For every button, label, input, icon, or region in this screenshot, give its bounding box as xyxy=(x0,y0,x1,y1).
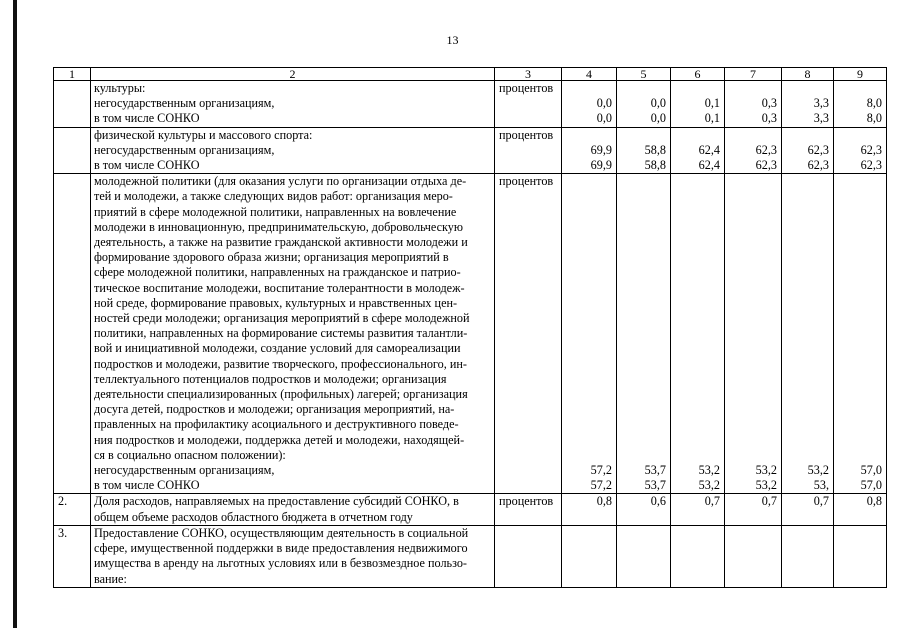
text-line: тическое воспитание молодежи, воспитание толерантности в молодеж- xyxy=(94,280,465,295)
value-cell: 62,4 62,4 xyxy=(671,127,725,174)
value-cell: 62,3 62,3 xyxy=(725,127,782,174)
header-row xyxy=(54,68,887,81)
text-line: тей и молодежи, а также следующих видов работ: организация меро- xyxy=(94,189,453,204)
text-line: Предоставление СОНКО, осуществляющим деятельность в социальной xyxy=(94,525,469,540)
value-line: 53,2 xyxy=(755,462,777,477)
text-line: в том числе СОНКО xyxy=(94,158,200,173)
value-cell xyxy=(725,525,782,587)
text-line: политики, направленных на формирование системы развития талантли- xyxy=(94,326,468,341)
row-description xyxy=(91,81,495,128)
row-unit xyxy=(495,525,562,587)
value-cell xyxy=(782,174,834,494)
value-cell xyxy=(562,174,617,494)
text-line: сфере молодежной политики, направленных на гражданское и патрио- xyxy=(94,265,461,280)
row-unit: процентов xyxy=(495,81,562,128)
value-line: 53,7 xyxy=(644,462,666,477)
value-cell xyxy=(834,525,887,587)
text-line: вание: xyxy=(94,571,127,586)
page-number: 13 xyxy=(446,33,459,47)
row-unit: процентов xyxy=(495,494,562,525)
text-line: негосударственным организациям, xyxy=(94,142,275,157)
value-cell: 0,1 0,1 xyxy=(671,81,725,128)
value-cell xyxy=(617,525,671,587)
text-line: вой и инициативной молодежи, создание условий для самореализации xyxy=(94,341,461,356)
row-number: 2. xyxy=(54,494,91,525)
value-line: 53,7 xyxy=(644,477,666,492)
value-cell: 0,7 xyxy=(782,494,834,525)
value-line: 57,0 xyxy=(860,477,882,492)
table-row-youth xyxy=(54,174,887,494)
value-line: 53,2 xyxy=(698,462,720,477)
value-cell: 0,3 0,3 xyxy=(725,81,782,128)
value-cell: 0,0 0,0 xyxy=(562,81,617,128)
row-number xyxy=(54,174,91,494)
text-line: деятельность, а также на развитие гражданской активности молодежи и xyxy=(94,235,468,250)
text-line: ния подростков и молодежи, поддержка детей и молодежи, находящей- xyxy=(94,432,465,447)
table-row-culture xyxy=(54,81,887,128)
text-line: деятельности специализированных (профильных) лагерей; организация xyxy=(94,387,468,402)
text-line: формирование здорового образа жизни; организация мероприятий в xyxy=(94,250,449,265)
row-number: 3. xyxy=(54,525,91,587)
row-description xyxy=(91,494,495,525)
table-row-2 xyxy=(54,494,887,525)
row-unit: процентов xyxy=(495,127,562,174)
table-row-sport xyxy=(54,127,887,174)
header-cell: 9 xyxy=(834,68,887,81)
value-cell: 0,7 xyxy=(725,494,782,525)
value-cell xyxy=(671,525,725,587)
text-line: негосударственным организациям, xyxy=(94,96,275,111)
row-unit: процентов xyxy=(495,174,562,494)
value-cell xyxy=(834,174,887,494)
text-line: ностей среди молодежи; организация мероприятий в сфере молодежной xyxy=(94,311,470,326)
row-number xyxy=(54,127,91,174)
value-cell: 0,7 xyxy=(671,494,725,525)
header-cell: 5 xyxy=(617,68,671,81)
value-cell: 0,8 xyxy=(834,494,887,525)
value-line: 53,2 xyxy=(698,477,720,492)
value-cell xyxy=(782,525,834,587)
value-cell xyxy=(671,174,725,494)
row-description xyxy=(91,127,495,174)
value-cell: 62,3 62,3 xyxy=(834,127,887,174)
text-line: молодежи в инновационную, предпринимательскую, добровольческую xyxy=(94,219,464,234)
header-cell: 7 xyxy=(725,68,782,81)
text-line: подростков и молодежи, развитие творческого, профессионального, ин- xyxy=(94,356,467,371)
text-line: приятий в сфере молодежной политики, направленных на вовлечение xyxy=(94,204,457,219)
binding-edge xyxy=(13,0,17,628)
text-line: сфере, имущественной поддержки в виде предоставления недвижимого xyxy=(94,541,468,556)
row-number xyxy=(54,81,91,128)
value-line: 53,2 xyxy=(807,462,829,477)
value-line: 57,2 xyxy=(590,477,612,492)
value-cell: 0,0 0,0 xyxy=(617,81,671,128)
value-cell: 62,3 62,3 xyxy=(782,127,834,174)
text-line: в том числе СОНКО xyxy=(94,478,200,493)
text-line: ся в социально опасном положении): xyxy=(94,447,286,462)
value-cell xyxy=(562,525,617,587)
value-cell: 8,0 8,0 xyxy=(834,81,887,128)
text-line: ной среде, формирование правовых, культурных и нравственных цен- xyxy=(94,295,458,310)
value-line: 57,2 xyxy=(590,462,612,477)
text-line: Доля расходов, направляемых на предоставление субсидий СОНКО, в xyxy=(94,494,459,509)
text-line: молодежной политики (для оказания услуги по организации отдыха де- xyxy=(94,174,467,189)
value-cell: 58,8 58,8 xyxy=(617,127,671,174)
text-line: в том числе СОНКО xyxy=(94,111,200,126)
header-cell: 4 xyxy=(562,68,617,81)
header-cell: 1 xyxy=(54,68,91,81)
text-line: негосударственным организациям, xyxy=(94,463,275,478)
value-cell: 3,3 3,3 xyxy=(782,81,834,128)
header-cell: 2 xyxy=(91,68,495,81)
row-description xyxy=(91,525,495,587)
value-line: 57,0 xyxy=(860,462,882,477)
text-line: имущества в аренду на льготных условиях или в безвозмездное пользо- xyxy=(94,556,467,571)
indicators-table xyxy=(53,67,887,588)
text-line: культуры: xyxy=(94,81,146,95)
value-cell xyxy=(725,174,782,494)
text-line: досуга детей, подростков и молодежи; организация мероприятий, на- xyxy=(94,402,455,417)
value-cell: 0,6 xyxy=(617,494,671,525)
header-cell: 8 xyxy=(782,68,834,81)
text-line: физической культуры и массового спорта: xyxy=(94,127,313,142)
table-row-3 xyxy=(54,525,887,587)
header-cell: 6 xyxy=(671,68,725,81)
value-cell: 0,8 xyxy=(562,494,617,525)
text-line: общем объеме расходов областного бюджета в отчетном году xyxy=(94,509,413,524)
value-cell xyxy=(617,174,671,494)
value-cell: 69,9 69,9 xyxy=(562,127,617,174)
row-description xyxy=(91,174,495,494)
text-line: правленных на профилактику асоциального и деструктивного поведе- xyxy=(94,417,459,432)
value-line: 53,2 xyxy=(755,477,777,492)
value-line: 53, xyxy=(813,477,829,492)
text-line: теллектуального потенциалов подростков и молодежи; организация xyxy=(94,371,447,386)
header-cell: 3 xyxy=(495,68,562,81)
